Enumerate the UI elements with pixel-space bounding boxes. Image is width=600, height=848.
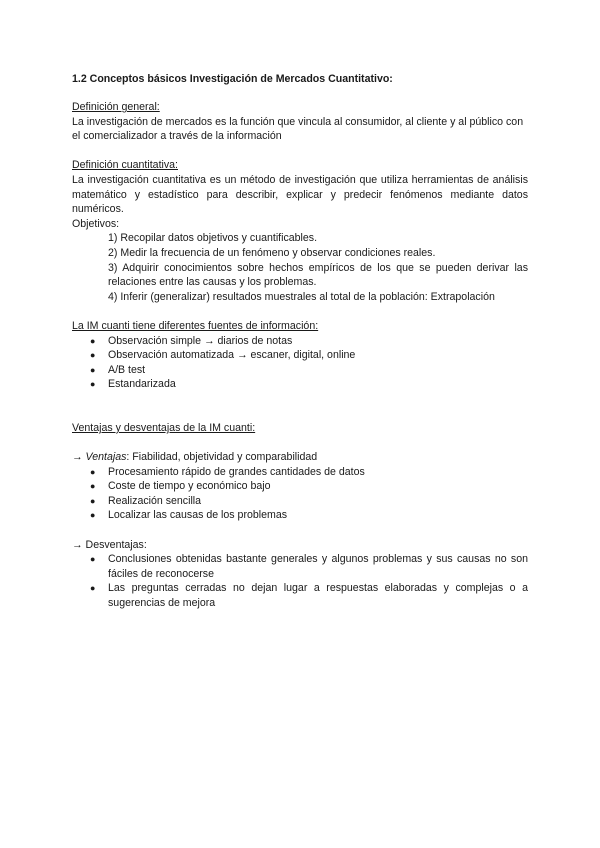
list-item <box>90 363 528 378</box>
objective-item: 2) Medir la frecuencia de un fenómeno y observar condiciones reales. <box>108 246 436 259</box>
general-definition-text: La investigación de mercados es la función que vincula al consumidor, al cliente y al público con el comercializador a través de la información <box>72 115 524 143</box>
list-item-text: Observación automatizada → escaner, digital, online <box>108 349 356 362</box>
list-item <box>90 479 528 494</box>
advantages-summary: : Fiabilidad, objetividad y comparabilidad <box>126 451 318 464</box>
list-item-text: Las preguntas cerradas no dejan lugar a respuestas elaboradas y complejas o a sugerencias de mejora <box>108 582 528 609</box>
list-item <box>90 494 528 509</box>
quantitative-definition-text: La investigación cuantitativa es un método de investigación que utiliza herramientas de análisis matemático y estadístico para describir, explicar y predecir fenómenos mediante datos numéricos. <box>72 173 528 216</box>
spacer <box>72 304 528 319</box>
document-page <box>72 72 528 611</box>
advantages-list <box>72 465 528 523</box>
list-item <box>90 348 528 363</box>
bullet-icon: ● <box>90 495 96 506</box>
objective-item: 4) Inferir (generalizar) resultados muestrales al total de la población: Extrapolación <box>108 290 495 303</box>
bullet-icon: ● <box>90 379 96 390</box>
list-item-text: Estandarizada <box>108 378 176 391</box>
spacer <box>72 435 528 450</box>
sources-list <box>72 334 528 392</box>
spacer <box>72 523 528 538</box>
spacer <box>72 144 528 159</box>
bullet-icon: ● <box>90 335 96 346</box>
list-item-text: Observación simple → diarios de notas <box>108 334 293 347</box>
list-item <box>90 334 528 349</box>
bullet-icon: ● <box>90 554 96 565</box>
general-definition-heading: Definición general: <box>72 101 160 113</box>
bullet-icon: ● <box>90 364 96 375</box>
sources-heading: La IM cuanti tiene diferentes fuentes de información: <box>72 319 319 332</box>
list-item <box>90 465 528 480</box>
list-item <box>90 377 528 392</box>
objectives-list <box>72 231 528 304</box>
arrow-prefix: → <box>72 451 86 464</box>
spacer <box>72 392 528 421</box>
bullet-icon: ● <box>90 510 96 521</box>
bullet-icon: ● <box>90 583 96 594</box>
bullet-icon: ● <box>90 350 96 361</box>
bullet-icon: ● <box>90 481 96 492</box>
list-item-text: Conclusiones obtenidas bastante generales y algunos problemas y sus causas no son fáciles de reconocerse <box>108 553 528 580</box>
list-item-text: Coste de tiempo y económico bajo <box>108 480 271 493</box>
objective-item: 1) Recopilar datos objetivos y cuantificables. <box>108 232 318 245</box>
advantages-line <box>72 450 528 465</box>
bullet-icon: ● <box>90 466 96 477</box>
disadvantages-list <box>72 552 528 610</box>
list-item-text: Realización sencilla <box>108 494 202 507</box>
section-title: 1.2 Conceptos básicos Investigación de Mercados Cuantitativo: <box>72 73 393 85</box>
pros-cons-heading: Ventajas y desventajas de la IM cuanti: <box>72 421 256 434</box>
list-item-text: Procesamiento rápido de grandes cantidades de datos <box>108 465 365 478</box>
quantitative-definition-heading: Definición cuantitativa: <box>72 159 178 172</box>
list-item-text: A/B test <box>108 363 146 376</box>
list-item <box>90 581 528 610</box>
objectives-label: Objetivos: <box>72 217 120 230</box>
advantages-label: Ventajas <box>85 451 127 464</box>
objective-item: 3) Adquirir conocimientos sobre hechos empíricos de los que se pueden derivar las relaciones entre las causas y los problemas. <box>108 261 528 289</box>
list-item-text: Localizar las causas de los problemas <box>108 509 288 522</box>
list-item <box>90 552 528 581</box>
disadvantages-label: → Desventajas: <box>72 538 147 551</box>
list-item <box>90 508 528 523</box>
